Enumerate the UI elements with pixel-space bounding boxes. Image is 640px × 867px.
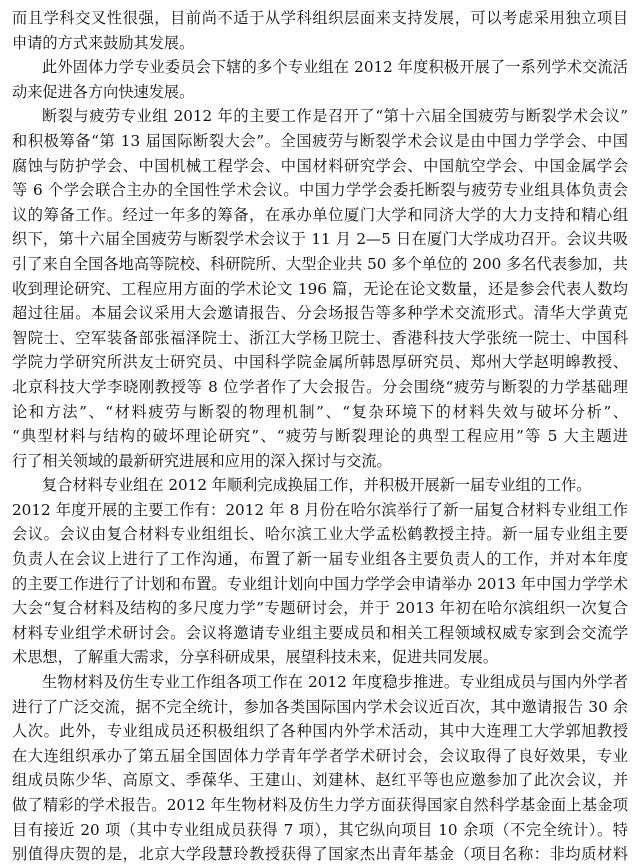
text-line: 2012 年度开展的主要工作有：2012 年 8 月份在哈尔滨举行了新一届复合材料专业组工作 (12, 500, 628, 519)
text-line: 术思想，了解重大需求，分享科研成果，展望科技未来，促进共同发展。 (12, 648, 498, 667)
text-line: 断裂与疲劳专业组 2012 年的主要工作是召开了“第十六届全国疲劳与断裂学术会议” (42, 107, 628, 126)
text-line: 别值得庆贺的是，北京大学段慧玲教授获得了国家杰出青年基金（项目名称：非均质材料 (12, 845, 628, 864)
text-line: 引了来自全国各地高等院校、科研院所、大型企业共 50 多个单位的 200 多名代表参加，共 (12, 254, 628, 273)
text-line: 北京科技大学李晓刚教授等 8 位学者作了大会报告。分会围绕“疲劳与断裂的力学基础理 (12, 377, 628, 396)
text-line: 超过往届。本届会议采用大会邀请报告、分会场报告等多种学术交流形式。清华大学黄克 (12, 304, 628, 323)
text-line: 生物材料及仿生专业工作组各项工作在 2012 年度稳步推进。专业组成员与国内外学者 (42, 673, 628, 692)
text-line: 而且学科交叉性很强，目前尚不适于从学科组织层面来支持发展，可以考虑采用独立项目 (12, 9, 628, 27)
text-line: 组成员陈少华、高原文、季葆华、王建山、刘建林、赵红平等也应邀参加了此次会议，并 (12, 771, 628, 790)
text-line: 等 6 个学会联合主办的全国性学术会议。中国力学学会委托断裂与疲劳专业组具体负责会 (12, 181, 628, 200)
text-line: 收到理论研究、工程应用方面的学术论文 196 篇，无论在论文数量，还是参会代表人数均 (12, 279, 628, 298)
text-line: 复合材料专业组在 2012 年顺利完成换届工作，并积极开展新一届专业组的工作。 (42, 476, 592, 495)
text-line: 行了相关领域的最新研究进展和应用的深入探讨与交流。 (12, 451, 392, 470)
text-line: 织下，第十六届全国疲劳与断裂学术会议于 11 月 2—5 日在厦门大学成功召开。会议共吸 (12, 230, 628, 249)
text-line: 学院力学研究所洪友士研究员、中国科学院金属所韩恩厚研究员、郑州大学赵明皞教授、 (12, 353, 628, 372)
text-line: 的主要工作进行了计划和布置。专业组计划向中国力学学会申请举办 2013 年中国力学学术 (12, 574, 628, 593)
text-line: 目有接近 20 项（其中专业组成员获得 7 项），其它纵向项目 10 余项（不完全统计）。特 (12, 820, 628, 839)
text-line: 材料专业组学术研讨会。会议将邀请专业组主要成员和相关工程领域权威专家到会交流学 (12, 623, 628, 642)
text-line: 议的筹备工作。经过一年多的筹备，在承办单位厦门大学和同济大学的大力支持和精心组 (12, 205, 628, 224)
text-line: 动来促进各方向快速发展。 (12, 82, 195, 101)
text-line: 论和方法”、“材料疲劳与断裂的物理机制”、“复杂环境下的材料失效与破坏分析”、 (12, 402, 628, 421)
text-line: 做了精彩的学术报告。2012 年生物材料及仿生力学方面获得国家自然科学基金面上基金项 (12, 796, 628, 814)
text-line: 大会“复合材料及结构的多尺度力学”专题研讨会，并于 2013 年初在哈尔滨组织一次复合 (12, 599, 628, 618)
text-line: 申请的方式来鼓励其发展。 (12, 33, 195, 52)
text-line: “典型材料与结构的破坏理论研究”、“疲劳与断裂理论的典型工程应用”等 5 大主题进 (12, 427, 628, 446)
text-line: 在大连组织承办了第五届全国固体力学青年学者学术研讨会，会议取得了良好效果，专业 (12, 746, 628, 765)
text-line: 腐蚀与防护学会、中国机械工程学会、中国材料研究学会、中国航空学会、中国金属学会 (12, 156, 628, 175)
text-line: 此外固体力学专业委员会下辖的多个专业组在 2012 年度积极开展了一系列学术交流活 (42, 58, 628, 77)
text-line: 和积极筹备“第 13 届国际断裂大会”。全国疲劳与断裂学术会议是由中国力学学会、中国 (12, 131, 628, 150)
text-line: 负责人在会议上进行了工作沟通，布置了新一届专业组各主要负责人的工作，并对本年度 (12, 550, 628, 569)
text-line: 人次。此外，专业组成员还积极组织了各种国内外学术活动，其中大连理工大学郭旭教授 (12, 722, 628, 741)
body-text (12, 6, 628, 867)
text-line: 进行了广泛交流，据不完全统计，参加各类国际国内学术会议近百次，其中邀请报告 30 余 (12, 697, 628, 716)
text-line: 智院士、空军装备部张福泽院士、浙江大学杨卫院士、香港科技大学张统一院士、中国科 (12, 328, 628, 347)
text-line: 会议。会议由复合材料专业组组长、哈尔滨工业大学孟松鹤教授主持。新一届专业组主要 (12, 525, 628, 544)
